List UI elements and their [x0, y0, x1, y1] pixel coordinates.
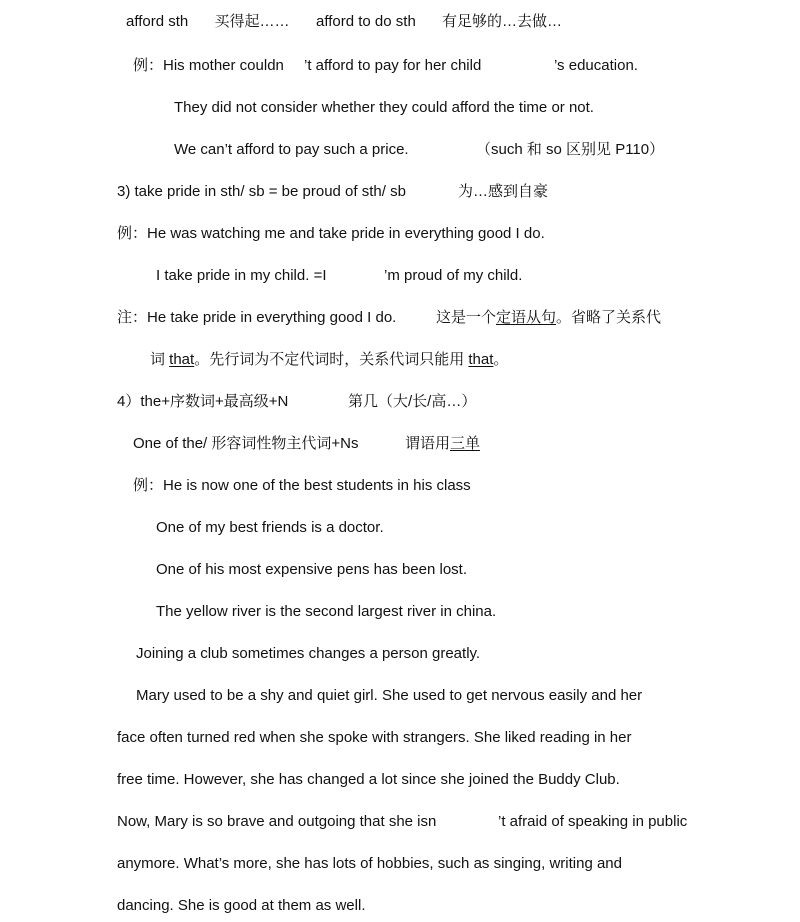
text-line [304, 56, 481, 76]
text-line [156, 602, 496, 622]
phrase-meaning: 有足够的…去做… [441, 13, 562, 30]
text-line [348, 392, 476, 412]
text-line [117, 182, 406, 202]
note-text: 。省略了关系代 [556, 309, 662, 326]
text-line [133, 476, 471, 496]
phrase-meaning: 第几（大/长/高…） [348, 393, 477, 410]
text-line [133, 56, 284, 76]
text-line [117, 308, 396, 328]
underlined-term: 定语从句 [496, 309, 557, 326]
text-line [458, 182, 548, 202]
text-line [156, 518, 384, 538]
passage-text: anymore. What’s more, she has lots of hobbies, such as singing, writing and [117, 855, 622, 872]
passage-text: Now, Mary is so brave and outgoing that she isn [117, 813, 437, 830]
example-text: 例：He was watching me and take pride in everything good I do. [117, 225, 545, 242]
text-line [156, 266, 327, 286]
passage-line [117, 728, 631, 748]
phrase: afford to do sth [316, 13, 416, 30]
note-text: 这是一个 [436, 309, 497, 326]
note-text: 。先行词为不定代词时，关系代词只能用 [194, 351, 469, 368]
phrase-meaning: 买得起…… [214, 13, 290, 30]
text-line [174, 140, 409, 160]
passage-line [117, 854, 622, 874]
passage-text: ’t afraid of speaking in public [498, 813, 688, 830]
example-text: ’s education. [554, 57, 638, 74]
passage-line [117, 812, 436, 832]
example-text: ’m proud of my child. [384, 267, 523, 284]
note-text: 。 [493, 351, 509, 368]
underlined-term: 三单 [450, 435, 481, 452]
passage-text: dancing. She is good at them as well. [117, 897, 366, 914]
phrase-meaning: 为…感到自豪 [458, 183, 549, 200]
text-line [150, 350, 508, 370]
text-line [126, 12, 289, 32]
example-text: They did not consider whether they could afford the time or not. [174, 99, 594, 116]
passage-title [136, 644, 480, 664]
example-text: 例：He is now one of the best students in his class [133, 477, 471, 494]
example-text: One of his most expensive pens has been lost. [156, 561, 468, 578]
underlined-term: that [468, 351, 494, 368]
passage-text: Mary used to be a shy and quiet girl. She used to get nervous easily and her [136, 687, 643, 704]
passage-line [498, 812, 687, 832]
example-text: The yellow river is the second largest river in china. [156, 603, 497, 620]
example-text: We can’t afford to pay such a price. [174, 141, 409, 158]
passage-line [117, 770, 620, 790]
note-text: （such 和 so 区别见 P110） [476, 141, 665, 158]
passage-text: free time. However, she has changed a lot since she joined the Buddy Club. [117, 771, 620, 788]
text-line [405, 434, 480, 454]
text-line [436, 308, 661, 328]
passage-title-text: Joining a club sometimes changes a person greatly. [136, 645, 481, 662]
note-text: 谓语用 [405, 435, 451, 452]
underlined-term: that [169, 351, 195, 368]
text-line [133, 434, 358, 454]
example-text: 例：His mother couldn [133, 57, 284, 74]
phrase: 3) take pride in sth/ sb = be proud of sth/ sb [117, 183, 406, 200]
example-text: ’t afford to pay for her child [304, 57, 482, 74]
text-line [554, 56, 638, 76]
text-line [156, 560, 467, 580]
text-line [117, 224, 545, 244]
text-line [384, 266, 522, 286]
passage-text: face often turned red when she spoke with strangers. She liked reading in her [117, 729, 632, 746]
phrase: afford sth [126, 13, 189, 30]
text-line [316, 12, 562, 32]
text-line [476, 140, 664, 160]
text-line [117, 392, 288, 412]
note-text: 词 [150, 351, 170, 368]
passage-line [136, 686, 642, 706]
example-text: One of my best friends is a doctor. [156, 519, 384, 536]
phrase: One of the/ 形容词性物主代词+Ns [133, 435, 359, 452]
note-text: 注：He take pride in everything good I do. [117, 309, 397, 326]
phrase: 4）the+序数词+最高级+N [117, 393, 289, 410]
example-text: I take pride in my child. =I [156, 267, 327, 284]
text-line [174, 98, 594, 118]
passage-line [117, 896, 365, 916]
